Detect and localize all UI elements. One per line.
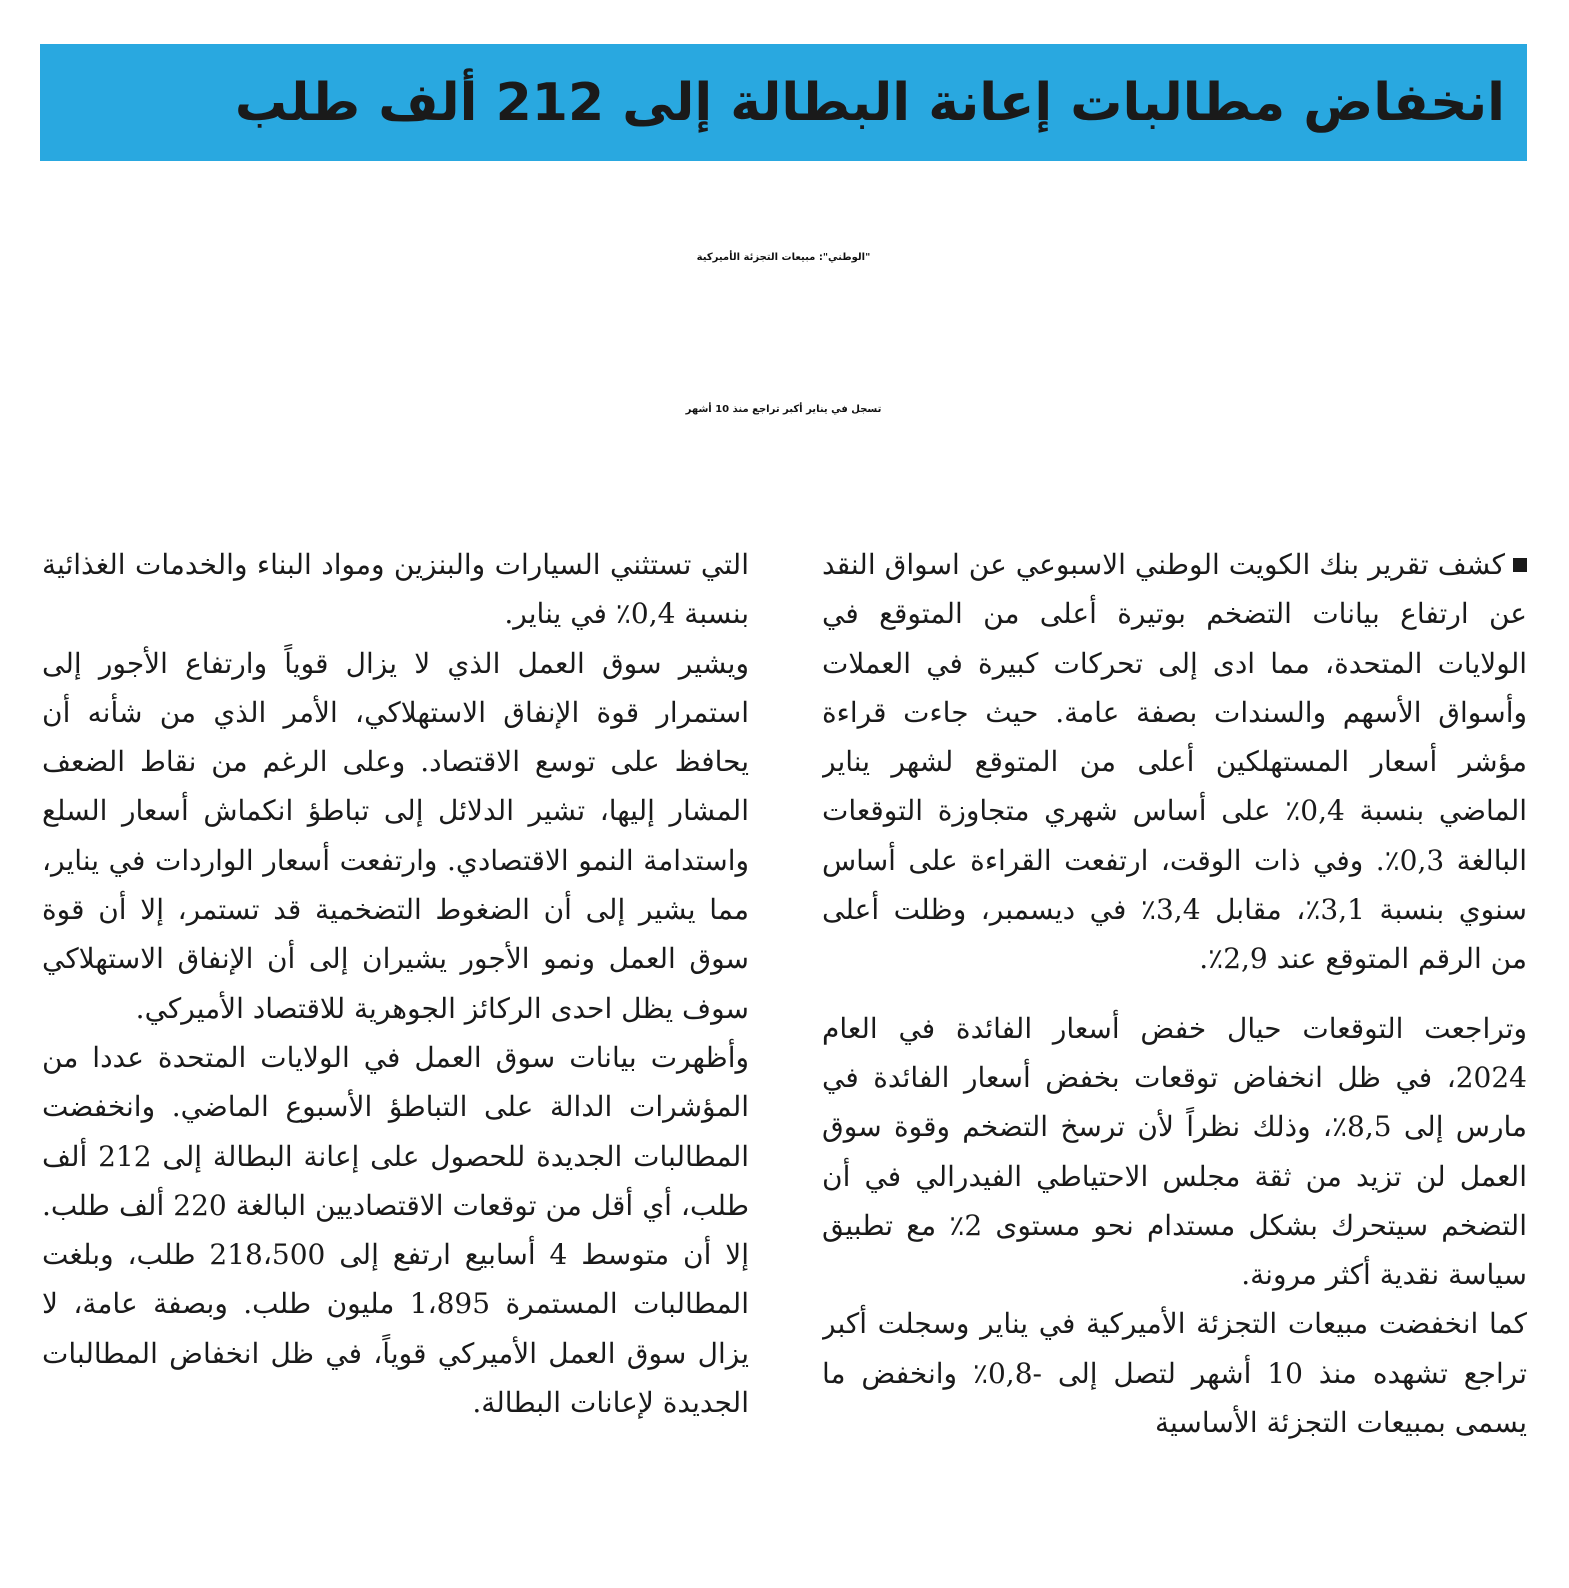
paragraph: التي تستثني السيارات والبنزين ومواد البناء والخدمات الغذائية بنسبة 0,4٪ في يناير.	[42, 548, 749, 631]
square-bullet-icon	[1513, 558, 1527, 572]
headline-line-1: "الوطني": مبيعات التجزئة الأميركية	[696, 252, 871, 263]
paragraph: ويشير سوق العمل الذي لا يزال قوياً وارتفاع الأجور إلى استمرار قوة الإنفاق الاستهلاكي، الأمر الذي من شأنه أن يحافظ على توسع الاقتصاد. وعلى الرغم من نقاط الضعف المشار إليها، تشير الدلائل إلى تباطؤ انكماش أسعار السلع واستدامة النمو الاقتصادي. وارتفعت أسعار الواردات في يناير، مما يشير إلى أن الضغوط التضخمية قد تستمر، إلا أن قوة سوق العمل ونمو الأجور يشيران إلى أن الإنفاق الاستهلاكي سوف يظل احدى الركائز الجوهرية للاقتصاد الأميركي.	[42, 646, 749, 1025]
article-column-left	[42, 540, 749, 1580]
headline-line-2: تسجل في يناير أكبر تراجع منذ 10 أشهر	[685, 404, 882, 415]
headline	[40, 182, 1527, 486]
paragraph: وتراجعت التوقعات حيال خفض أسعار الفائدة في العام 2024، في ظل انخفاض توقعات بخفض أسعار الفائدة في مارس إلى 8,5٪، وذلك نظراً لأن ترسخ التضخم وقوة سوق العمل لن تزيد من ثقة مجلس الاحتياطي الفيدرالي في أن التضخم سيتحرك بشكل مستدام نحو مستوى 2٪ مع تطبيق سياسة نقدية أكثر مرونة.	[822, 1011, 1527, 1292]
article-column-right	[822, 540, 1527, 1580]
banner	[40, 44, 1527, 161]
paragraph-text: كشف تقرير بنك الكويت الوطني الاسبوعي عن اسواق النقد عن ارتفاع بيانات التضخم بوتيرة أعلى من المتوقع في الولايات المتحدة، مما ادى إلى تحركات كبيرة في العملات وأسواق الأسهم والسندات بصفة عامة. حيث جاءت قراءة مؤشر أسعار المستهلكين أعلى من المتوقع لشهر يناير الماضي بنسبة 0,4٪ على أساس شهري متجاوزة التوقعات البالغة 0,3٪. وفي ذات الوقت، ارتفعت القراءة على أساس سنوي بنسبة 3,1٪، مقابل 3,4٪ في ديسمبر، وظلت أعلى من الرقم المتوقع عند 2,9٪.	[822, 548, 1527, 976]
paragraph: كما انخفضت مبيعات التجزئة الأميركية في يناير وسجلت أكبر تراجع تشهده منذ 10 أشهر لتصل إلى -0,8٪ وانخفض ما يسمى بمبيعات التجزئة الأساسية	[822, 1307, 1527, 1440]
paragraph: وأظهرت بيانات سوق العمل في الولايات المتحدة عددا من المؤشرات الدالة على التباطؤ الأسبوع الماضي. وانخفضت المطالبات الجديدة للحصول على إعانة البطالة إلى 212 ألف طلب، أي أقل من توقعات الاقتصاديين البالغة 220 ألف طلب. إلا أن متوسط 4 أسابيع ارتفع إلى 218،500 طلب، وبلغت المطالبات المستمرة 1،895 مليون طلب. وبصفة عامة، لا يزال سوق العمل الأميركي قوياً، في ظل انخفاض المطالبات الجديدة لإعانات البطالة.	[42, 1040, 749, 1420]
banner-title: انخفاض مطالبات إعانة البطالة إلى 212 ألف طلب	[234, 72, 1505, 133]
paragraph	[822, 540, 1527, 984]
